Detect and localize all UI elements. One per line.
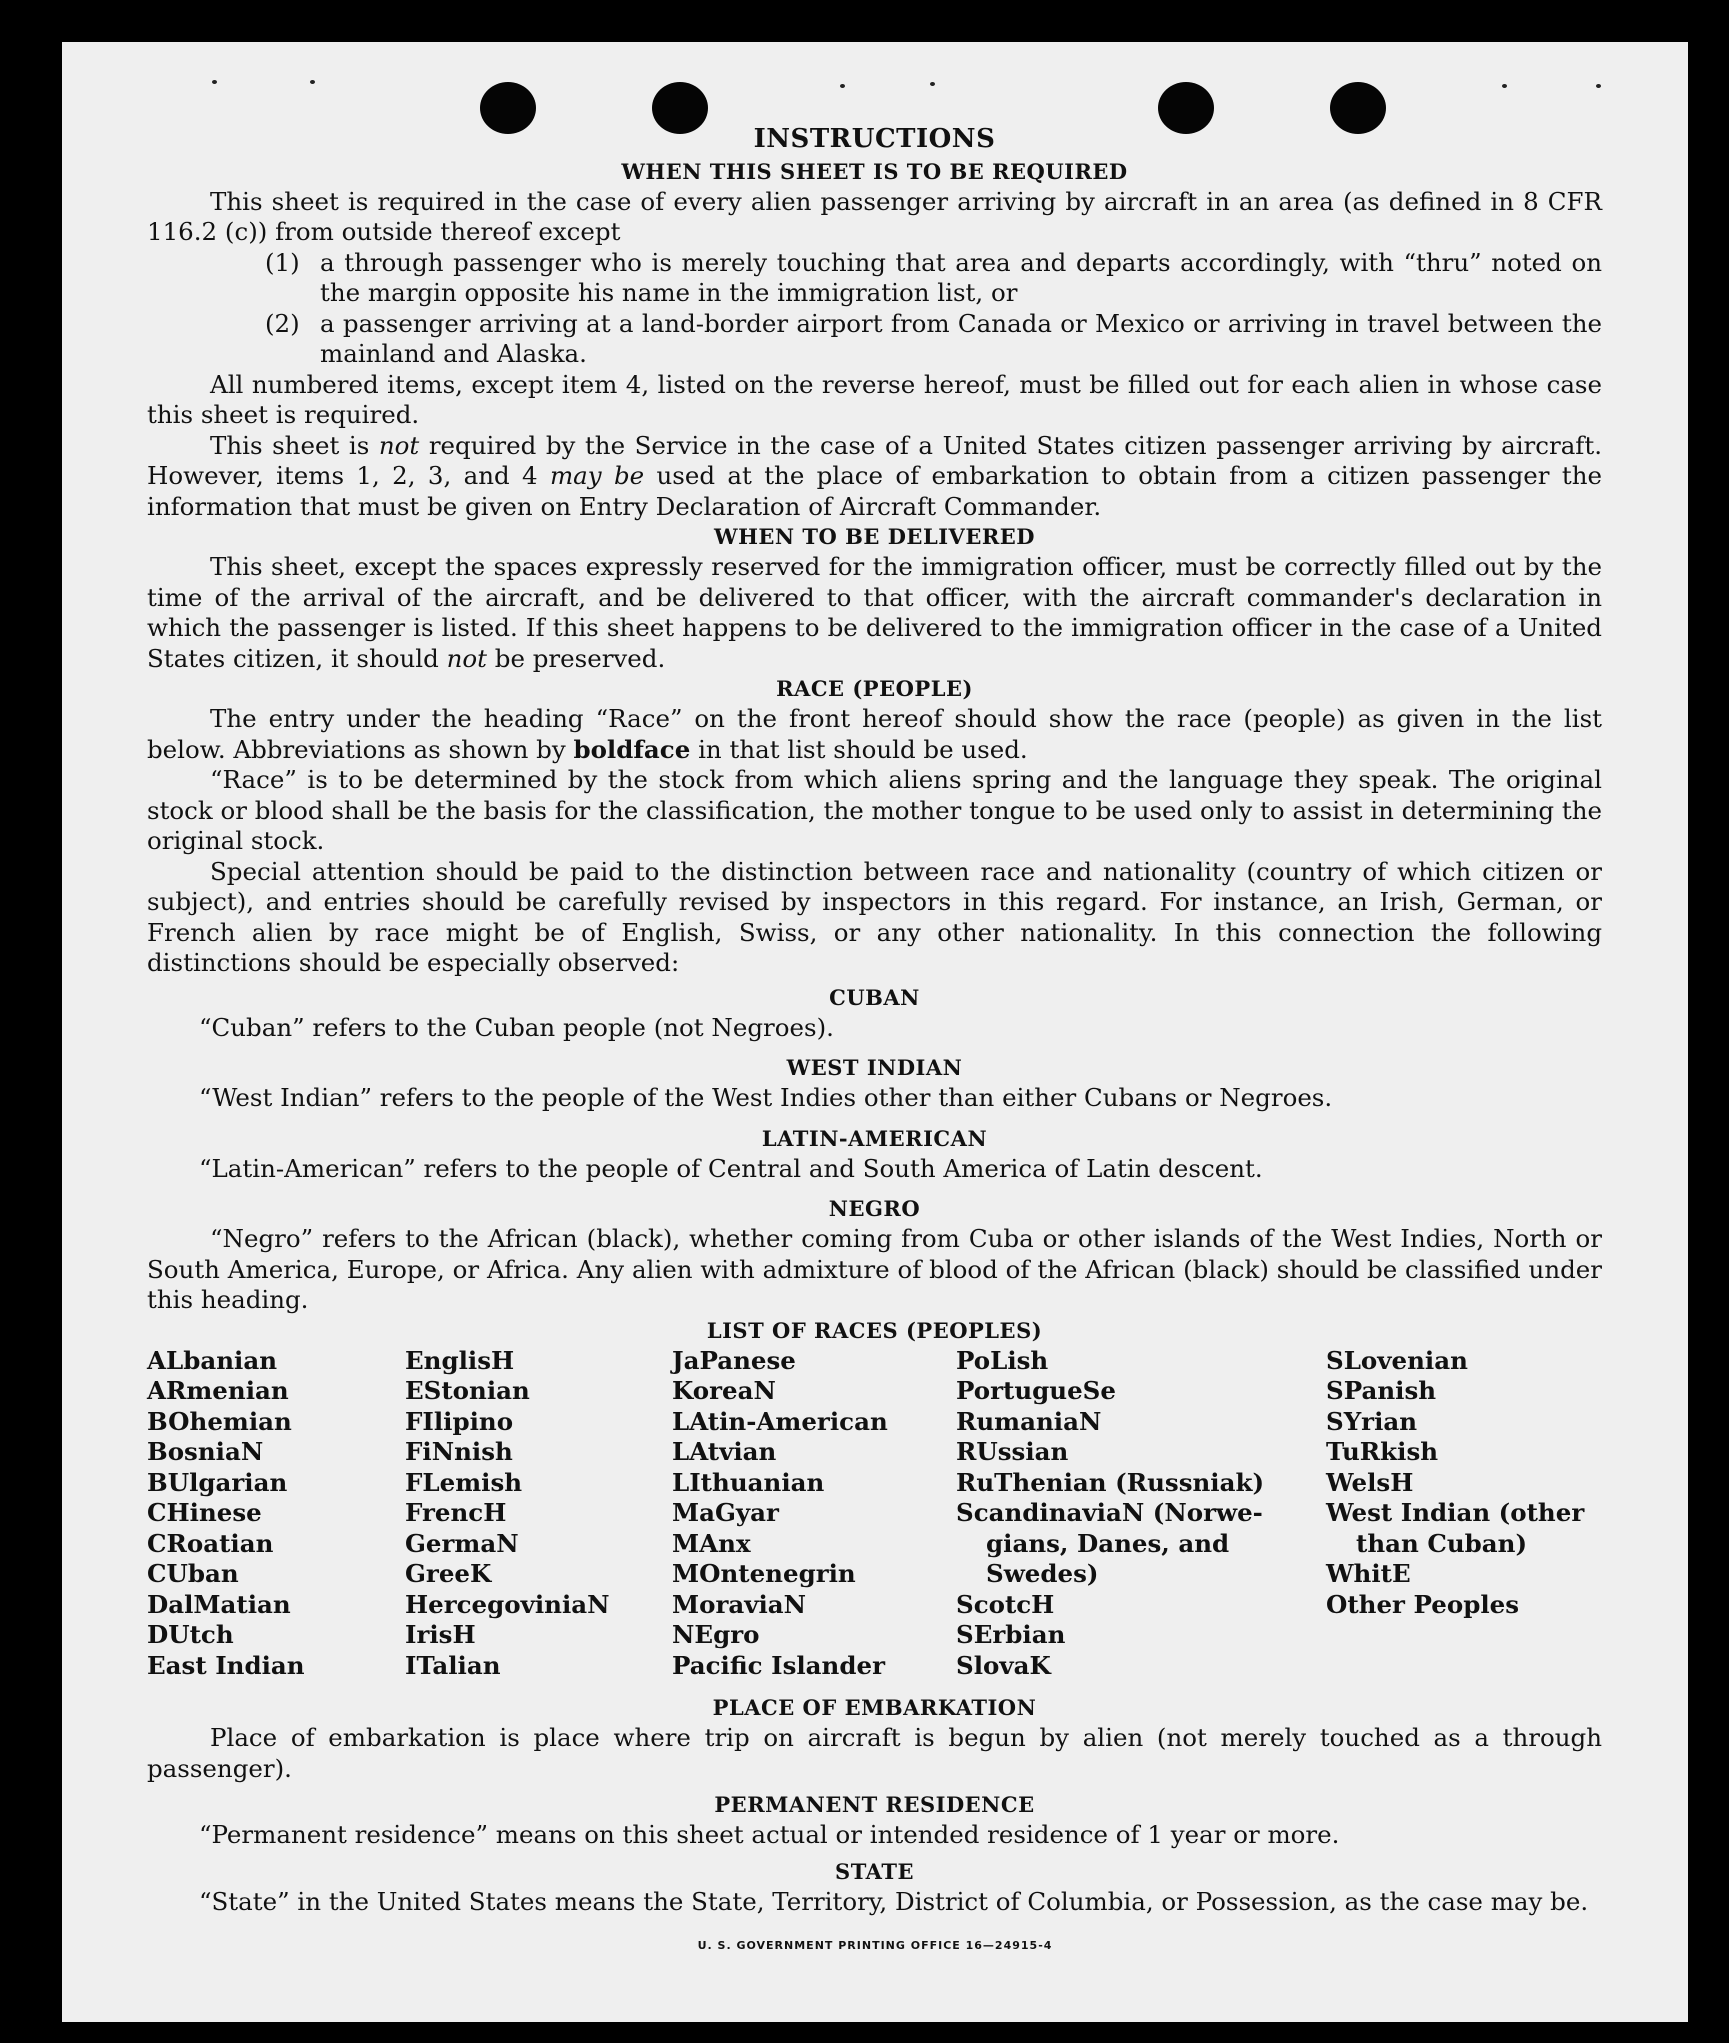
race-entry-continuation: gians, Danes, and bbox=[986, 1528, 1230, 1558]
race-entry: IrisH bbox=[405, 1620, 476, 1649]
race-entry: KoreaN bbox=[672, 1376, 776, 1405]
item-number: (2) bbox=[265, 308, 300, 338]
paragraph: “Race” is to be determined by the stock from which aliens spring and the language they speak. The original stock or blood shall be the basis for the classification, the mother tongue to be used only to assist in determining the original stock. bbox=[147, 765, 1602, 855]
race-entry: MOntenegrin bbox=[672, 1559, 856, 1588]
race-entry: EnglisH bbox=[405, 1345, 515, 1375]
race-entry: LAtvian bbox=[672, 1437, 777, 1466]
race-entry: BOhemian bbox=[147, 1406, 292, 1436]
document-sheet bbox=[62, 42, 1688, 2022]
race-entry: MoraviaN bbox=[672, 1589, 807, 1619]
section-heading: WHEN TO BE DELIVERED bbox=[713, 524, 1035, 549]
paragraph: “Negro” refers to the African (black), whether coming from Cuba or other islands of the West Indies, North or South America, Europe, or Africa. Any alien with admixture of blood of the African (black) should be classified under this heading. bbox=[147, 1224, 1602, 1314]
list-item bbox=[265, 248, 1602, 309]
race-entry: CRoatian bbox=[147, 1528, 274, 1558]
race-entry: LAtin-American bbox=[672, 1406, 888, 1436]
paragraph: This sheet is required in the case of every alien passenger arriving by aircraft in an area (as defined in 8 CFR 116.2 (c)) from outside thereof except bbox=[147, 186, 1602, 246]
speck bbox=[212, 80, 217, 84]
race-entry: WelsH bbox=[1326, 1467, 1414, 1497]
section-heading: PLACE OF EMBARKATION bbox=[712, 1695, 1037, 1720]
races-list bbox=[147, 1346, 1602, 1682]
speck bbox=[930, 82, 935, 86]
paragraph bbox=[147, 431, 1602, 523]
race-entry: ITalian bbox=[405, 1650, 501, 1680]
race-entry: SErbian bbox=[956, 1620, 1066, 1649]
italic-text: may be bbox=[549, 461, 645, 490]
section-heading: NEGRO bbox=[828, 1196, 921, 1221]
race-entry: GermaN bbox=[405, 1528, 519, 1558]
race-entry: SPanish bbox=[1326, 1376, 1437, 1405]
race-entry: BosniaN bbox=[147, 1437, 264, 1466]
page-title: INSTRUCTIONS bbox=[753, 124, 996, 154]
text-run: used at the place of embarkation to obtain from a citizen passenger the information that must be given on Entry Declaration of Aircraft Commander. bbox=[147, 461, 1602, 521]
item-number: (1) bbox=[265, 247, 300, 277]
race-entry: PoLish bbox=[956, 1345, 1049, 1375]
italic-text: not bbox=[378, 430, 420, 460]
race-entry: DalMatian bbox=[147, 1589, 291, 1619]
race-entry: ScotcH bbox=[956, 1589, 1055, 1619]
races-column-2 bbox=[405, 1346, 672, 1682]
paragraph: All numbered items, except item 4, listed on the reverse hereof, must be filled out for each alien in whose case this sheet is required. bbox=[147, 369, 1602, 429]
race-entry: RUssian bbox=[956, 1437, 1069, 1466]
section-heading: LIST OF RACES (PEOPLES) bbox=[706, 1317, 1043, 1343]
paragraph: “State” in the United States means the State, Territory, District of Columbia, or Possession, as the case may be. bbox=[199, 1886, 1589, 1916]
race-entry: BUlgarian bbox=[147, 1467, 288, 1497]
item-text: a through passenger who is merely touching that area and departs accordingly, with “thru” noted on the margin opposite his name in the immigration list, or bbox=[320, 247, 1602, 307]
paragraph: Place of embarkation is place where trip on aircraft is begun by alien (not merely touched as a through passenger). bbox=[147, 1723, 1602, 1783]
race-entry: HercegoviniaN bbox=[405, 1589, 610, 1619]
race-entry: NEgro bbox=[672, 1620, 760, 1649]
race-entry: East Indian bbox=[147, 1650, 305, 1680]
race-entry: CUban bbox=[147, 1559, 239, 1588]
race-entry: ScandinaviaN (Norwe- bbox=[956, 1498, 1263, 1527]
paragraph: Special attention should be paid to the distinction between race and nationality (country of which citizen or subject), and entries should be carefully revised by inspectors in this regard. For instance, an Irish, German, or French alien by race might be of English, Swiss, or any other nationality. In this connection the following distinctions should be especially observed: bbox=[147, 856, 1602, 977]
paragraph bbox=[147, 704, 1602, 765]
race-entry: Pacific Islander bbox=[672, 1650, 885, 1680]
race-entry-continuation: than Cuban) bbox=[1356, 1528, 1528, 1558]
race-entry: PortugueSe bbox=[956, 1376, 1116, 1405]
race-entry: ALbanian bbox=[147, 1345, 278, 1375]
race-entry: FiNnish bbox=[405, 1437, 513, 1466]
speck bbox=[1596, 84, 1601, 88]
race-entry: West Indian (other bbox=[1326, 1498, 1585, 1527]
item-text: a passenger arriving at a land-border airport from Canada or Mexico or arriving in travel between the mainland and Alaska. bbox=[320, 308, 1602, 368]
text-run: required by the Service in the case of a United States citizen passenger arriving by aircraft. However, items 1, 2, 3, and 4 bbox=[147, 430, 1603, 490]
race-entry: FLemish bbox=[405, 1467, 523, 1497]
section-heading: WEST INDIAN bbox=[786, 1055, 963, 1080]
text-run: in that list should be used. bbox=[690, 734, 1028, 764]
text-run: This sheet is bbox=[210, 430, 379, 460]
italic-text: not bbox=[446, 643, 487, 673]
speck bbox=[840, 84, 845, 88]
section-heading: PERMANENT RESIDENCE bbox=[714, 1792, 1035, 1817]
paragraph: “Permanent residence” means on this sheet actual or intended residence of 1 year or more. bbox=[199, 1820, 1340, 1849]
text-run: be preserved. bbox=[486, 643, 666, 673]
race-entry: FIlipino bbox=[405, 1406, 514, 1436]
races-column-4 bbox=[956, 1346, 1326, 1682]
race-entry: RumaniaN bbox=[956, 1406, 1102, 1436]
instructions-content bbox=[147, 124, 1602, 1917]
list-item bbox=[265, 309, 1602, 370]
race-entry: SYrian bbox=[1326, 1406, 1418, 1436]
race-entry: SlovaK bbox=[956, 1650, 1051, 1680]
race-entry: JaPanese bbox=[672, 1345, 796, 1375]
text-run: This sheet, except the spaces expressly reserved for the immigration officer, must be correctly filled out by the time of the arrival of the aircraft, and be delivered to that officer, with the aircraft commander's declaration in which the passenger is listed. If this sheet happens to be delivered to the immigration officer in the case of a United States citizen, it should bbox=[147, 552, 1602, 673]
speck bbox=[1502, 84, 1507, 88]
race-entry: GreeK bbox=[405, 1559, 492, 1588]
race-entry: ARmenian bbox=[147, 1376, 289, 1405]
paragraph: “Cuban” refers to the Cuban people (not Negroes). bbox=[199, 1012, 834, 1042]
race-entry: Other Peoples bbox=[1326, 1589, 1520, 1619]
section-heading: STATE bbox=[835, 1858, 914, 1884]
race-entry: MAnx bbox=[672, 1528, 751, 1558]
race-entry: SLovenian bbox=[1326, 1345, 1468, 1375]
paragraph: “West Indian” refers to the people of the West Indies other than either Cubans or Negroes. bbox=[199, 1083, 1333, 1112]
paragraph bbox=[147, 552, 1602, 674]
section-heading: CUBAN bbox=[829, 984, 920, 1010]
paragraph: “Latin-American” refers to the people of Central and South America of Latin descent. bbox=[199, 1153, 1263, 1183]
races-column-3 bbox=[672, 1346, 956, 1682]
race-entry: LIthuanian bbox=[672, 1467, 825, 1497]
race-entry: FrencH bbox=[405, 1498, 507, 1527]
race-entry: RuThenian (Russniak) bbox=[956, 1467, 1265, 1497]
section-heading: LATIN-AMERICAN bbox=[761, 1125, 988, 1151]
races-column-1 bbox=[147, 1346, 405, 1682]
race-entry: EStonian bbox=[405, 1376, 530, 1405]
text-run: The entry under the heading “Race” on the front hereof should show the race (people) as given in the list below. Abbreviations as shown by bbox=[147, 704, 1602, 764]
section-heading: WHEN THIS SHEET IS TO BE REQUIRED bbox=[621, 158, 1128, 184]
race-entry: DUtch bbox=[147, 1620, 234, 1649]
race-entry: MaGyar bbox=[672, 1498, 779, 1527]
races-column-5 bbox=[1326, 1346, 1602, 1682]
race-entry-continuation: Swedes) bbox=[986, 1559, 1099, 1588]
race-entry: CHinese bbox=[147, 1498, 262, 1527]
printing-office-footer: U. S. GOVERNMENT PRINTING OFFICE 16—24915-4 bbox=[697, 1939, 1053, 1952]
race-entry: WhitE bbox=[1326, 1559, 1411, 1588]
bold-text: boldface bbox=[573, 734, 691, 764]
speck bbox=[310, 80, 315, 84]
race-entry: TuRkish bbox=[1326, 1437, 1439, 1466]
section-heading: RACE (PEOPLE) bbox=[776, 676, 973, 701]
